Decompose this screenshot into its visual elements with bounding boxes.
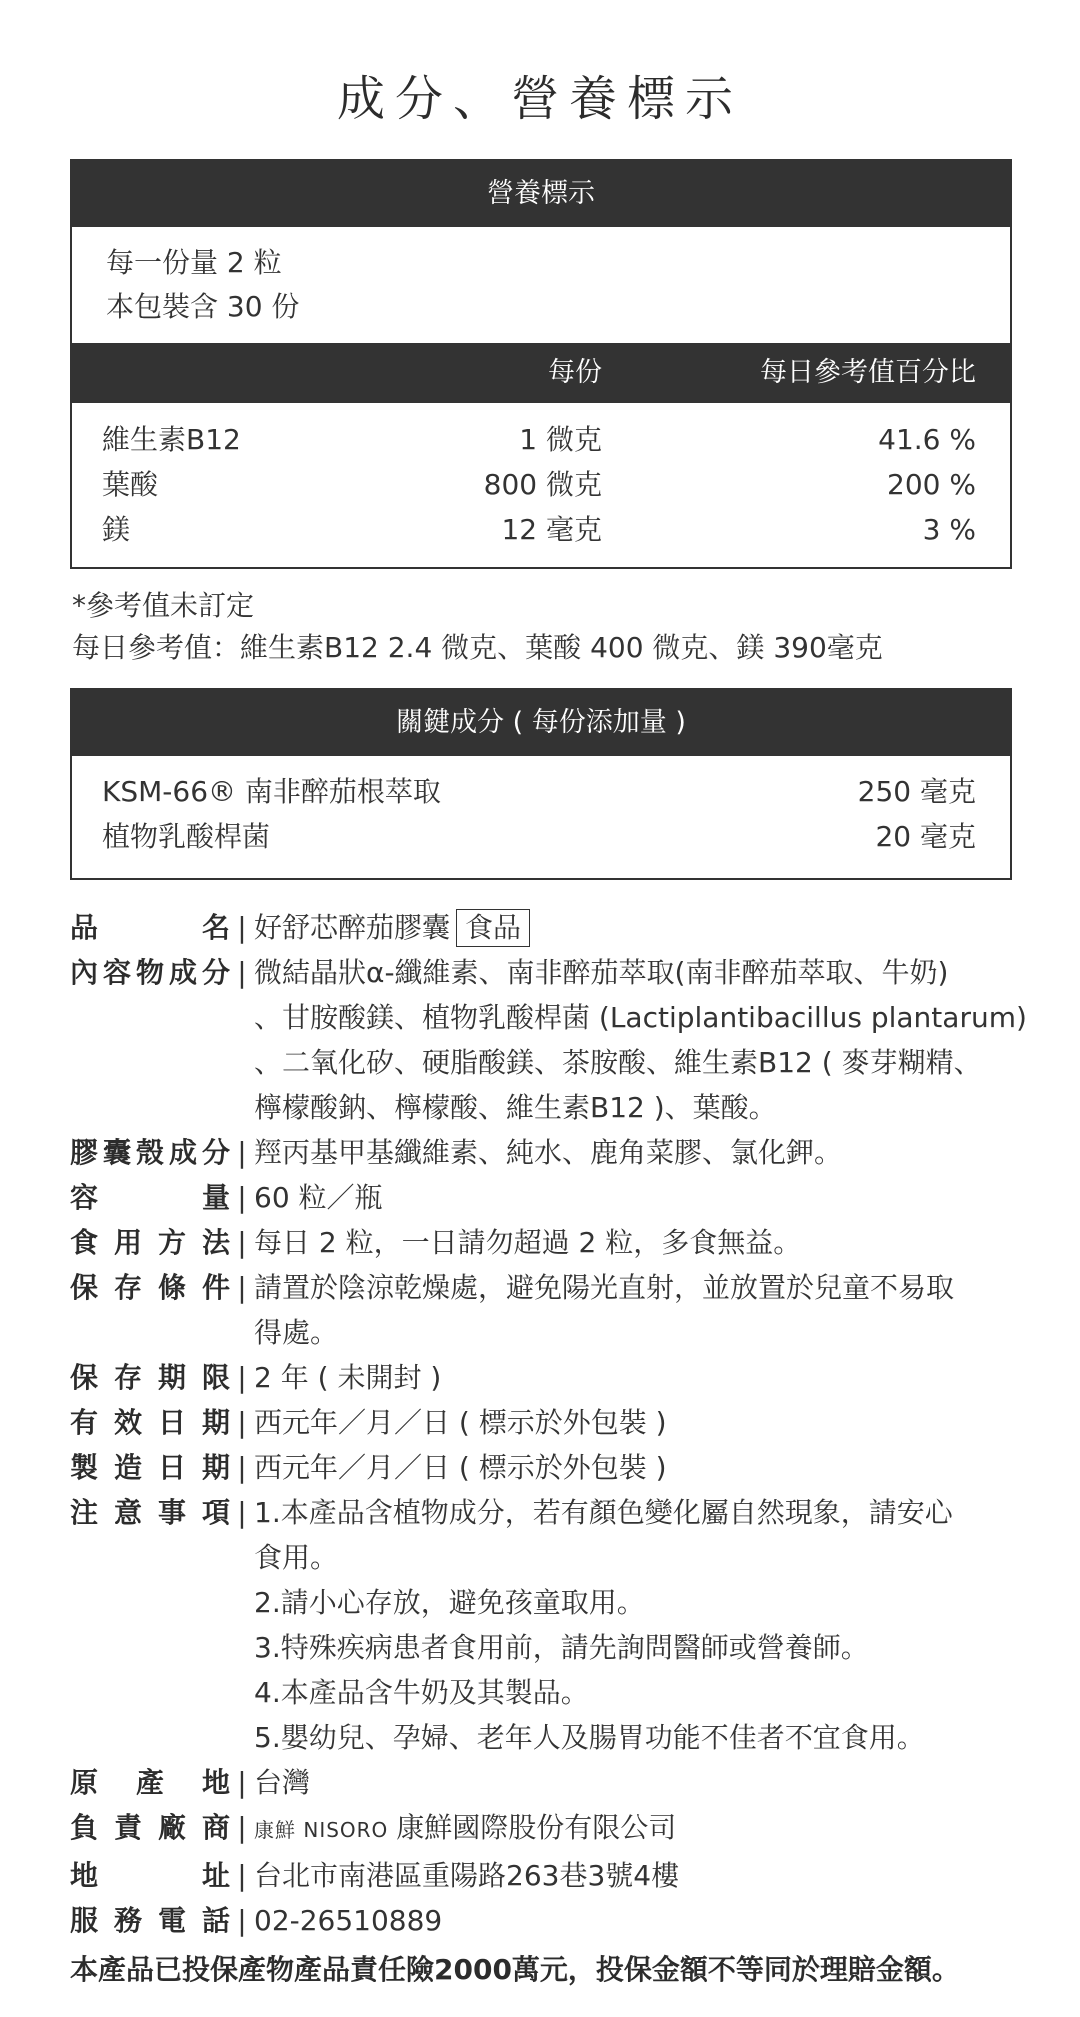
spec-value-line [254, 1310, 1020, 1355]
nutrition-table [70, 159, 1012, 569]
spec-label: 地址 [70, 1859, 230, 1892]
spec-label: 保存條件 [70, 1271, 230, 1304]
spec-row [70, 1220, 1020, 1265]
spec-divider: | [237, 911, 247, 944]
insurance-footer: 本產品已投保產物產品責任險2000萬元，投保金額不等同於理賠金額。 [70, 1953, 960, 1986]
spec-row [70, 1490, 1020, 1760]
spec-value-text: 02-26510889 [254, 1904, 443, 1937]
spec-value-text: 西元年／月／日 ( 標示於外包裝 ) [254, 1406, 667, 1439]
ingredient-amount: 250 毫克 [857, 775, 976, 808]
col-per-serving: 每份 [548, 357, 602, 388]
spec-row [70, 1853, 1020, 1898]
spec-label: 注意事項 [70, 1496, 230, 1529]
spec-value-text: 西元年／月／日 ( 標示於外包裝 ) [254, 1451, 667, 1484]
serving-size: 每一份量 2 粒 [106, 246, 282, 279]
spec-divider: | [237, 1811, 247, 1844]
spec-value-line [254, 1040, 1027, 1085]
spec-value-text: 請置於陰涼乾燥處，避免陽光直射，並放置於兒童不易取 [254, 1271, 955, 1304]
ingredient-row [72, 814, 1010, 859]
spec-divider: | [237, 1904, 247, 1937]
spec-label: 保存期限 [70, 1361, 230, 1394]
spec-value [254, 1175, 1020, 1220]
spec-value-line [254, 1715, 1020, 1760]
spec-label: 內容物成分 [70, 956, 230, 989]
nutrient-name: 維生素B12 [102, 423, 241, 456]
spec-value-line [254, 1355, 1020, 1400]
spec-label: 服務電話 [70, 1904, 230, 1937]
spec-label: 原產地 [70, 1766, 230, 1799]
spec-divider: | [237, 1136, 247, 1169]
spec-value-line [254, 950, 1027, 995]
nutrient-name: 葉酸 [102, 468, 159, 501]
spec-value-text: 微結晶狀α-纖維素、南非醉茄萃取(南非醉茄萃取、牛奶) [254, 956, 949, 989]
spec-label: 有效日期 [70, 1406, 230, 1439]
spec-row [70, 1760, 1020, 1805]
spec-value-text: 、二氧化矽、硬脂酸鎂、茶胺酸、維生素B12 ( 麥芽糊精、 [254, 1046, 982, 1079]
spec-row [70, 1175, 1020, 1220]
spec-value-line [254, 1130, 1020, 1175]
spec-value-text: 檸檬酸鈉、檸檬酸、維生素B12 )、葉酸。 [254, 1091, 777, 1124]
spec-value-line [254, 1445, 1020, 1490]
spec-value-line [254, 1760, 1020, 1805]
spec-divider: | [237, 1226, 247, 1259]
nutrition-row [72, 417, 1010, 462]
spec-value [254, 1898, 1020, 1943]
spec-value-text: 、甘胺酸鎂、植物乳酸桿菌 (Lactiplantibacillus plantarum) [254, 1001, 1027, 1034]
key-ingredients-table [70, 688, 1012, 880]
spec-value-line [254, 1535, 1020, 1580]
spec-value-text: 食用。 [254, 1541, 339, 1574]
spec-value-line [254, 1400, 1020, 1445]
page-title: 成分、營養標示 [336, 71, 743, 127]
spec-value-text: 4.本產品含牛奶及其製品。 [254, 1676, 589, 1709]
spec-label: 製造日期 [70, 1451, 230, 1484]
spec-value-line [254, 1670, 1020, 1715]
ingredient-name: KSM-66® 南非醉茄根萃取 [102, 775, 441, 808]
spec-value-line [254, 1580, 1020, 1625]
nutrition-row [72, 462, 1010, 507]
spec-value-line [254, 1853, 1020, 1898]
spec-value [254, 1220, 1020, 1265]
spec-value-text: 2 年 ( 未開封 ) [254, 1361, 442, 1394]
spec-value [254, 1445, 1020, 1490]
nutrition-header: 營養標示 [72, 161, 1010, 227]
spec-label: 品名 [70, 911, 230, 944]
spec-value-text: 60 粒／瓶 [254, 1181, 383, 1214]
spec-divider: | [237, 1406, 247, 1439]
nutrient-amount: 1 微克 [519, 423, 602, 456]
spec-value-line [254, 1220, 1020, 1265]
spec-value-text: 1.本產品含植物成分，若有顏色變化屬自然現象，請安心 [254, 1496, 953, 1529]
daily-ref-note: 每日參考值：維生素B12 2.4 微克、葉酸 400 微克、鎂 390毫克 [72, 631, 883, 664]
ingredient-row [72, 769, 1010, 814]
undefined-ref-note: *參考值未訂定 [72, 589, 255, 622]
spec-value-line [254, 1625, 1020, 1670]
spec-label: 負責廠商 [70, 1811, 230, 1844]
spec-value [254, 1490, 1020, 1760]
spec-row [70, 1355, 1020, 1400]
spec-value-text: 好舒芯醉茄膠囊 [254, 911, 451, 944]
spec-value-text: 台北市南港區重陽路263巷3號4樓 [254, 1859, 680, 1892]
spec-value [254, 950, 1027, 1130]
col-daily-pct: 每日參考值百分比 [760, 357, 976, 388]
spec-divider: | [237, 956, 247, 989]
spec-value-text: 3.特殊疾病患者食用前，請先詢問醫師或營養師。 [254, 1631, 869, 1664]
nutrition-column-header [72, 343, 1010, 403]
spec-divider: | [237, 1766, 247, 1799]
nutrition-row [72, 507, 1010, 552]
spec-value-line [254, 1490, 1020, 1535]
nutrient-name: 鎂 [102, 513, 131, 546]
spec-value-text: 羥丙基甲基纖維素、純水、鹿角菜膠、氯化鉀。 [254, 1136, 843, 1169]
spec-value-line [254, 1085, 1027, 1130]
spec-value [254, 1400, 1020, 1445]
spec-value-line [254, 1265, 1020, 1310]
nutrient-pct: 200 % [887, 468, 976, 501]
spec-divider: | [237, 1451, 247, 1484]
spec-value [254, 1130, 1020, 1175]
spec-row [70, 1898, 1020, 1943]
spec-value-text: 每日 2 粒，一日請勿超過 2 粒，多食無益。 [254, 1226, 802, 1259]
spec-divider: | [237, 1859, 247, 1892]
spec-row [70, 1400, 1020, 1445]
spec-label: 食用方法 [70, 1226, 230, 1259]
spec-value-line [254, 1898, 1020, 1943]
spec-label: 膠囊殼成分 [70, 1136, 230, 1169]
spec-value-text: 得處。 [254, 1316, 339, 1349]
spec-divider: | [237, 1361, 247, 1394]
spec-row [70, 950, 1027, 1130]
serving-info [72, 227, 1010, 343]
spec-value-text: 台灣 [254, 1766, 311, 1799]
key-ingredients-header: 關鍵成分 ( 每份添加量 ) [72, 690, 1010, 756]
spec-value [254, 1760, 1020, 1805]
spec-value-line [254, 1175, 1020, 1220]
spec-row [70, 1805, 1020, 1853]
spec-value-line [254, 1805, 1020, 1853]
nutrient-amount: 800 微克 [483, 468, 602, 501]
spec-row [70, 1445, 1020, 1490]
nutrient-amount: 12 毫克 [501, 513, 602, 546]
ingredient-amount: 20 毫克 [875, 820, 976, 853]
spec-value [254, 1355, 1020, 1400]
spec-divider: | [237, 1496, 247, 1529]
food-tag: 食品 [456, 909, 530, 947]
spec-value-line [254, 995, 1027, 1040]
spec-value-line [254, 905, 1020, 950]
spec-divider: | [237, 1271, 247, 1304]
spec-value [254, 1265, 1020, 1355]
spec-row [70, 905, 1020, 950]
spec-row [70, 1265, 1020, 1355]
spec-value-text: 康鮮國際股份有限公司 [396, 1811, 677, 1844]
spec-divider: | [237, 1181, 247, 1214]
spec-value [254, 905, 1020, 950]
spec-row [70, 1130, 1020, 1175]
product-specs [70, 905, 1027, 1943]
nutrient-pct: 3 % [922, 513, 976, 546]
spec-value-text: 5.嬰幼兒、孕婦、老年人及腸胃功能不佳者不宜食用。 [254, 1721, 925, 1754]
spec-value [254, 1805, 1020, 1853]
spec-value [254, 1853, 1020, 1898]
ingredient-name: 植物乳酸桿菌 [102, 820, 271, 853]
spec-value-text: 2.請小心存放，避免孩童取用。 [254, 1586, 645, 1619]
spec-label: 容量 [70, 1181, 230, 1214]
company-logo: 康鮮 NISORO [254, 1818, 389, 1842]
nutrient-pct: 41.6 % [878, 423, 976, 456]
servings-per-package: 本包裝含 30 份 [106, 290, 300, 323]
